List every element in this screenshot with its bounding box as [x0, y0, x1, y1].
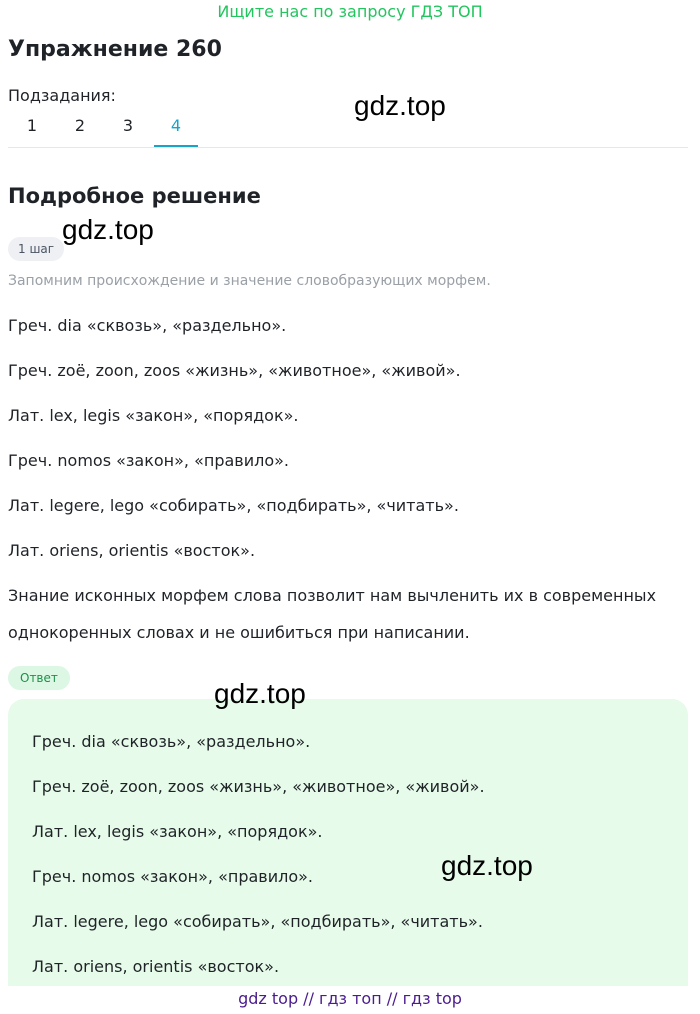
tab-subtask-1[interactable]: 1: [26, 116, 38, 135]
watermark: gdz.top: [441, 850, 533, 881]
watermark: gdz.top: [214, 678, 306, 709]
watermark: gdz.top: [354, 90, 446, 121]
subtasks-label: Подзадания:: [8, 86, 116, 105]
subtask-tabs: [8, 112, 200, 148]
answer-badge: Ответ: [8, 666, 70, 690]
answer-line: Греч. zoë, zoon, zoos «жизнь», «животное», «живой».: [32, 777, 485, 796]
answer-line: Греч. dia «сквозь», «раздельно».: [32, 732, 311, 751]
footer-links[interactable]: gdz top // гдз топ // гдз top: [238, 989, 462, 1008]
step-badge: 1 шаг: [8, 237, 64, 261]
section-title: Подробное решение: [8, 184, 261, 208]
tab-subtask-3[interactable]: 3: [122, 116, 134, 135]
answer-line: Греч. nomos «закон», «правило».: [32, 867, 314, 886]
hint-text: Запомним происхождение и значение словобразующих морфем.: [8, 273, 491, 289]
answer-box: [8, 699, 688, 986]
solution-line: Лат. lex, legis «закон», «порядок».: [8, 406, 299, 425]
solution-line: Греч. nomos «закон», «правило».: [8, 451, 290, 470]
tab-subtask-2[interactable]: 2: [74, 116, 86, 135]
page-title: Упражнение 260: [8, 37, 222, 62]
tab-subtask-4[interactable]: 4: [152, 112, 200, 148]
answer-line: Лат. legere, lego «собирать», «подбирать», «читать».: [32, 912, 483, 931]
solution-line: Греч. dia «сквозь», «раздельно».: [8, 316, 287, 335]
promo-banner[interactable]: Ищите нас по запросу ГДЗ ТОП: [217, 2, 483, 21]
watermark: gdz.top: [62, 214, 154, 245]
answer-line: Лат. oriens, orientis «восток».: [32, 957, 280, 976]
divider: [8, 147, 688, 148]
solution-line: Лат. legere, lego «собирать», «подбирать», «читать».: [8, 496, 459, 515]
solution-conclusion-line-1: Знание исконных морфем слова позволит нам вычленить их в современных: [8, 586, 657, 605]
answer-list: [8, 719, 485, 989]
solution-line: Греч. zoë, zoon, zoos «жизнь», «животное», «живой».: [8, 361, 461, 380]
solution-body: [8, 303, 688, 651]
solution-line: Лат. oriens, orientis «восток».: [8, 541, 256, 560]
solution-conclusion-line-2: однокоренных словах и не ошибиться при написании.: [8, 623, 470, 642]
answer-line: Лат. lex, legis «закон», «порядок».: [32, 822, 323, 841]
